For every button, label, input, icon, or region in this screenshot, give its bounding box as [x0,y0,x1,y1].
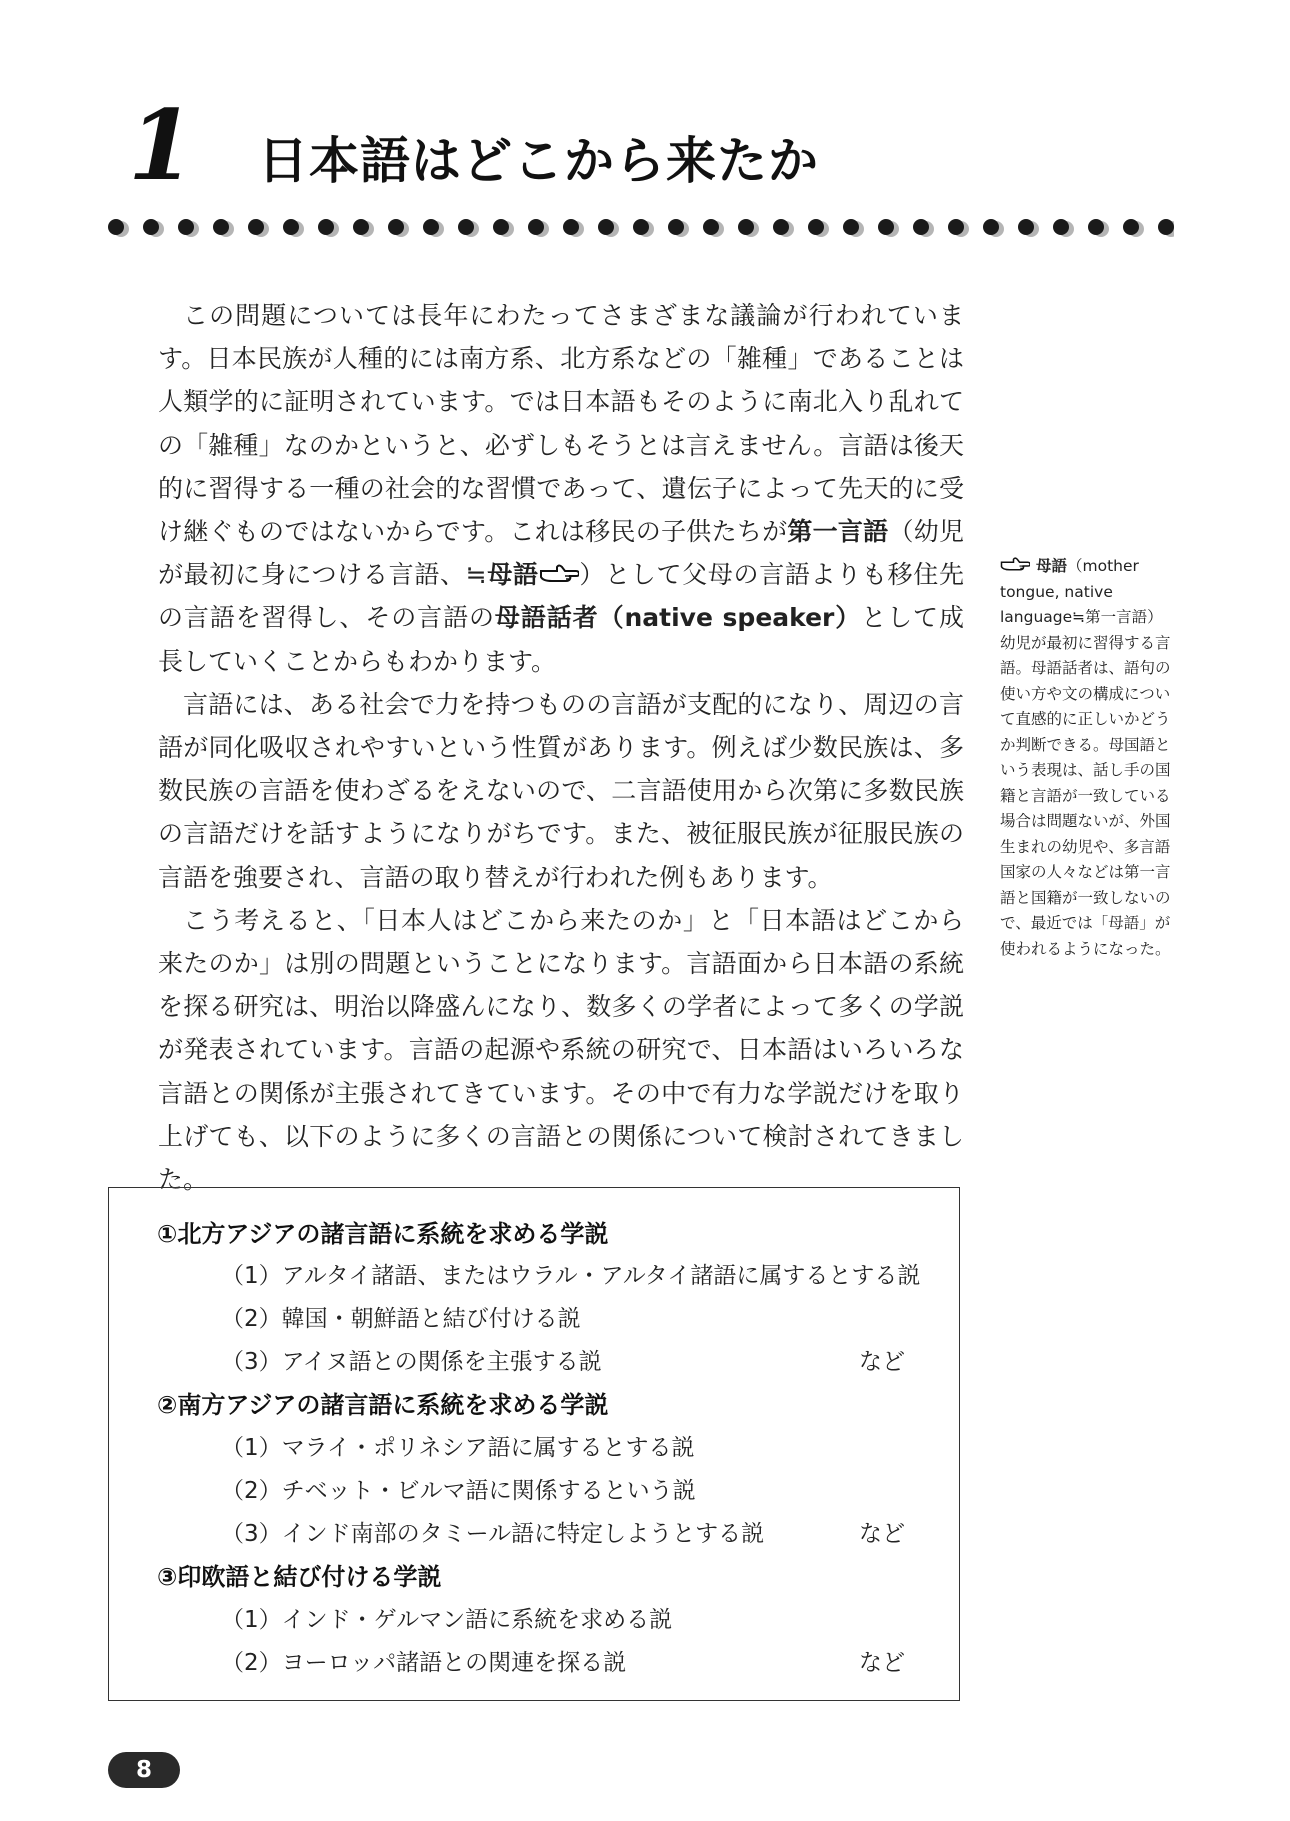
paragraph-1-part-c: ）として父母の言語よりも移住先の言語を習得し、その言語の [158,560,964,633]
chapter-number: 1 [128,89,195,202]
dotted-divider [108,214,1174,244]
divider-dot [1088,219,1104,235]
divider-dot [388,219,404,235]
theory-group-heading: ②南方アジアの諸言語に系統を求める学説 [157,1391,609,1419]
etc-label: など [859,1521,905,1547]
divider-dot [773,219,789,235]
etc-label: など [859,1650,905,1676]
divider-dot [808,219,824,235]
divider-dot [423,219,439,235]
paragraph-2: 言語には、ある社会で力を持つものの言語が支配的になり、周辺の言語が同化吸収されやすいという性質があります。例えば少数民族は、多数民族の言語を使わざるをえないので、二言語使用から次第に多数民族の言語だけを話すようになりがちです。また、被征服民族が征服民族の言語を強要され、言語の取り替えが行われた例もあります。 [158,689,964,892]
theory-box [108,1187,960,1701]
divider-dot [458,219,474,235]
divider-dot [318,219,334,235]
divider-dot [738,219,754,235]
divider-dot [248,219,264,235]
paragraph-3: こう考えると、「日本人はどこから来たのか」と「日本語はどこから来たのか」は別の問題ということになります。言語面から日本語の系統を探る研究は、明治以降盛んになり、数多くの学者によって多くの学説が発表されています。言語の起源や系統の研究で、日本語はいろいろな言語との関係が主張されてきています。その中で有力な学説だけを取り上げても、以下のように多くの言語との関係について検討されてきました。 [158,905,964,1195]
divider-dot [703,219,719,235]
divider-dot [1158,219,1174,235]
side-note-text: （mother tongue, native language≒第一言語）幼児が最初に習得する言語。母語話者は、語句の使い方や文の構成について直感的に正しいかどうか判断できる。母国語という表現は、話し手の国籍と言語が一致している場合は問題ないが、外国生まれの幼児や、多言語国家の人々などは第一言語と国籍が一致しないので、最近では「母語」が使われるようになった。 [1000,557,1171,958]
divider-dot [283,219,299,235]
divider-dot [143,219,159,235]
theory-item: （3）アイヌ語との関係を主張する説 [221,1349,602,1375]
divider-dot [913,219,929,235]
theory-group-heading: ③印欧語と結び付ける学説 [157,1563,442,1591]
divider-dot [983,219,999,235]
divider-dot [948,219,964,235]
term-native-speaker: 母語話者（native speaker） [494,603,862,633]
divider-dot [633,219,649,235]
divider-dot [843,219,859,235]
theory-group-heading: ①北方アジアの諸言語に系統を求める学説 [157,1220,609,1248]
paragraph-1-part-b: （幼児が最初に身につける言語、≒ [158,517,964,590]
paragraph-1-part-a: この問題については長年にわたってさまざまな議論が行われています。日本民族が人種的には南方系、北方系などの「雑種」であることは人類学的に証明されています。では日本語もそのように南北入り乱れての「雑種」なのかというと、必ずしもそうとは言えません。言語は後天的に習得する一種の社会的な習慣であって、遺伝子によって先天的に受け継ぐものではないからです。これは移民の子供たちが [158,301,964,547]
theory-item: （3）インド南部のタミール語に特定しようとする説 [221,1521,765,1547]
divider-dot [108,219,124,235]
divider-dot [668,219,684,235]
theory-item: （1）インド・ゲルマン語に系統を求める説 [221,1607,673,1633]
divider-dot [1053,219,1069,235]
divider-dot [878,219,894,235]
page-number: 8 [108,1752,180,1788]
divider-dot [563,219,579,235]
side-note [1000,554,1172,962]
pointing-hand-icon [1000,556,1030,573]
term-first-language: 第一言語 [787,517,889,547]
paragraph-1-part-d: として成長していくことからもわかります。 [158,603,964,676]
side-note-term: 母語 [1036,557,1068,575]
divider-dot [1018,219,1034,235]
theory-item: （2）ヨーロッパ諸語との関連を探る説 [221,1650,627,1676]
divider-dot [598,219,614,235]
term-mother-tongue: 母語 [486,560,539,590]
theory-item: （1）アルタイ諸語、またはウラル・アルタイ諸語に属するとする説 [221,1263,921,1289]
divider-dot [213,219,229,235]
divider-dot [493,219,509,235]
etc-label: など [859,1349,905,1375]
body-text [158,294,964,1201]
chapter-title: 日本語はどこから来たか [258,132,819,190]
paragraph-1 [158,294,964,683]
divider-dot [178,219,194,235]
theory-item: （2）チベット・ビルマ語に関係するという説 [221,1478,696,1504]
divider-dot [528,219,544,235]
divider-dot [1123,219,1139,235]
divider-dot [353,219,369,235]
theory-item: （1）マライ・ポリネシア語に属するとする説 [221,1435,695,1461]
pointing-hand-icon [539,563,579,585]
theory-item: （2）韓国・朝鮮語と結び付ける説 [221,1306,581,1332]
